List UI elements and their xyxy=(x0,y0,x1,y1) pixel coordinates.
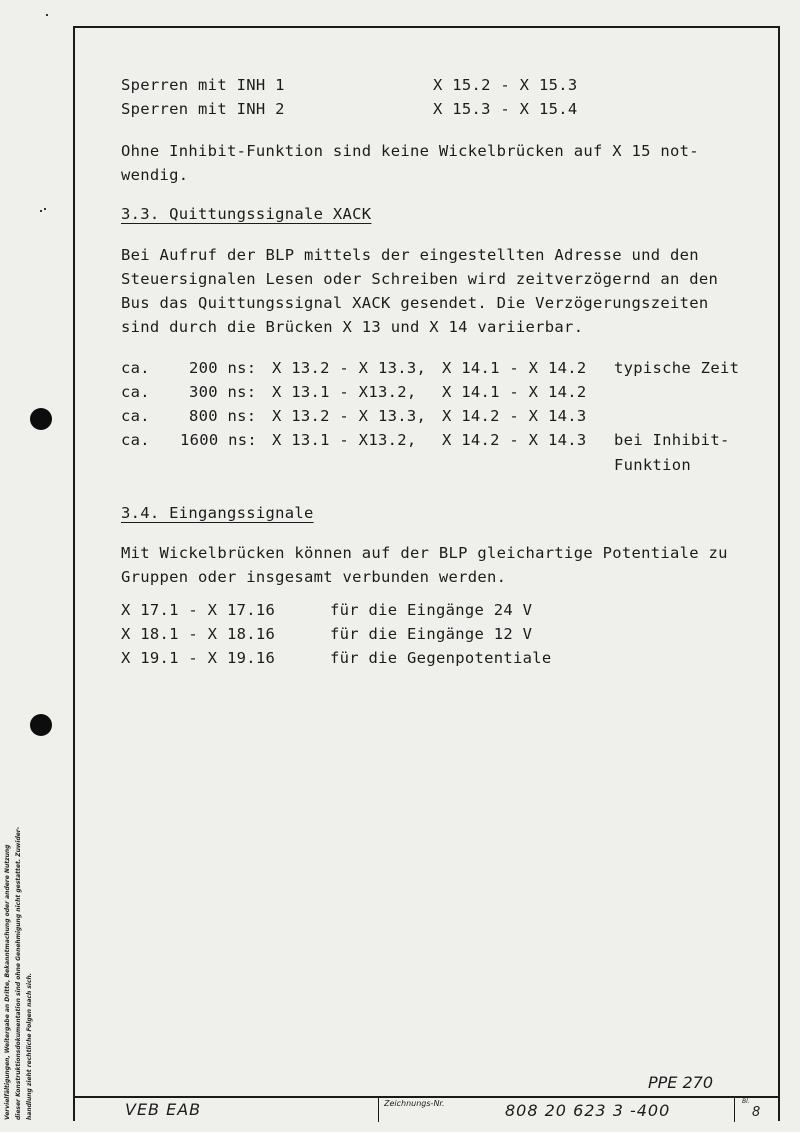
timing-bridge-x14: X 14.2 - X 14.3 xyxy=(442,407,587,425)
input-range: X 18.1 - X 18.16 xyxy=(121,625,276,643)
paragraph-line: Bus das Quittungssignal XACK gesendet. Die Verzögerungszeiten xyxy=(121,294,709,312)
paragraph-line: Steuersignalen Lesen oder Schreiben wird zeitverzögernd an den xyxy=(121,270,719,288)
speck xyxy=(40,210,42,212)
timing-bridge-x14: X 14.1 - X 14.2 xyxy=(442,383,587,401)
timing-ca: ca. xyxy=(121,359,150,377)
no-inhibit-line-2: wendig. xyxy=(121,166,189,184)
timing-time: 200 ns: xyxy=(189,359,257,377)
title-block-divider xyxy=(378,1096,379,1122)
timing-bridge-x13: X 13.2 - X 13.3, xyxy=(272,407,427,425)
sheet-label: Bl. xyxy=(742,1098,750,1105)
title-block-divider xyxy=(734,1096,735,1122)
input-desc: für die Eingänge 24 V xyxy=(330,601,533,619)
timing-ca: ca. xyxy=(121,383,150,401)
timing-note-continued: Funktion xyxy=(614,456,692,474)
inh2-label: Sperren mit INH 2 xyxy=(121,100,285,118)
input-desc: für die Eingänge 12 V xyxy=(330,625,533,643)
copyright-line: dieser Konstruktionsdokumentation sind ohne Genehmigung nicht gestattet. Zuwider- xyxy=(15,826,22,1120)
timing-bridge-x13: X 13.1 - X13.2, xyxy=(272,383,417,401)
input-range: X 17.1 - X 17.16 xyxy=(121,601,276,619)
section-heading-3-3: 3.3. Quittungssignale XACK xyxy=(121,205,372,223)
drawing-number: 808 20 623 3 -400 xyxy=(505,1101,671,1120)
speck xyxy=(44,208,46,210)
copyright-line: Vervielfältigungen, Weitergabe an Dritte, Bekanntmachung oder andere Nutzung xyxy=(4,844,11,1120)
title-block-top-rule xyxy=(73,1096,780,1098)
timing-ca: ca. xyxy=(121,407,150,425)
drawing-number-label: Zeichnungs-Nr. xyxy=(384,1099,445,1108)
ppe-stamp: PPE 270 xyxy=(648,1073,714,1092)
punch-hole-bottom xyxy=(30,714,52,736)
timing-note: bei Inhibit- xyxy=(614,431,730,449)
timing-time: 800 ns: xyxy=(189,407,257,425)
input-desc: für die Gegenpotentiale xyxy=(330,649,552,667)
timing-bridge-x13: X 13.1 - X13.2, xyxy=(272,431,417,449)
section-heading-3-4: 3.4. Eingangssignale xyxy=(121,504,314,522)
timing-note: typische Zeit xyxy=(614,359,740,377)
timing-time: 300 ns: xyxy=(189,383,257,401)
punch-hole-top xyxy=(30,408,52,430)
paragraph-line: Mit Wickelbrücken können auf der BLP gleichartige Potentiale zu xyxy=(121,544,728,562)
timing-ca: ca. xyxy=(121,431,150,449)
no-inhibit-line-1: Ohne Inhibit-Funktion sind keine Wickelbrücken auf X 15 not- xyxy=(121,142,699,160)
paragraph-line: Bei Aufruf der BLP mittels der eingestellten Adresse und den xyxy=(121,246,699,264)
copyright-line: handlung zieht rechtliche Folgen nach sich. xyxy=(26,972,33,1120)
timing-bridge-x13: X 13.2 - X 13.3, xyxy=(272,359,427,377)
inh1-value: X 15.2 - X 15.3 xyxy=(433,76,578,94)
input-range: X 19.1 - X 19.16 xyxy=(121,649,276,667)
speck xyxy=(46,14,48,16)
copyright-notice xyxy=(2,790,35,1120)
timing-bridge-x14: X 14.2 - X 14.3 xyxy=(442,431,587,449)
inh1-label: Sperren mit INH 1 xyxy=(121,76,285,94)
timing-time: 1600 ns: xyxy=(180,431,258,449)
company-name: VEB EAB xyxy=(125,1100,202,1119)
paragraph-line: sind durch die Brücken X 13 und X 14 variierbar. xyxy=(121,318,584,336)
timing-bridge-x14: X 14.1 - X 14.2 xyxy=(442,359,587,377)
inh2-value: X 15.3 - X 15.4 xyxy=(433,100,578,118)
paragraph-line: Gruppen oder insgesamt verbunden werden. xyxy=(121,568,507,586)
sheet-number: 8 xyxy=(752,1105,761,1120)
